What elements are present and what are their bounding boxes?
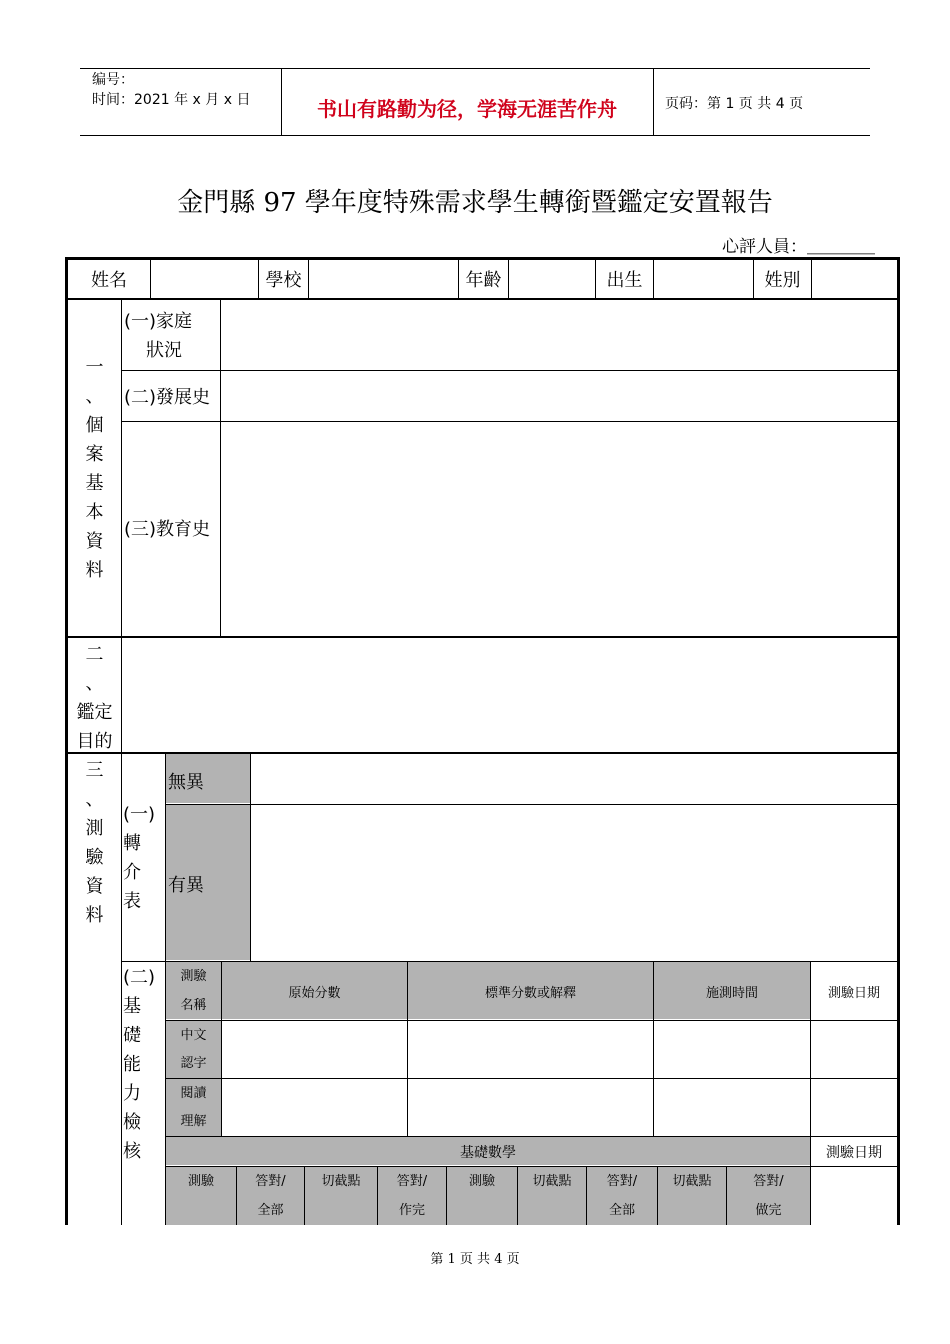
heading-char: 基: [85, 473, 104, 494]
basic-char: 檢: [123, 1112, 141, 1133]
heading-char: 本: [85, 502, 104, 523]
std-score-field[interactable]: [408, 1079, 653, 1136]
education-field[interactable]: [221, 422, 897, 636]
development-field[interactable]: [221, 371, 897, 421]
test-time-header: 施測時間: [705, 985, 758, 1001]
heading-char: 料: [85, 905, 104, 926]
row-label-line: 中文: [180, 1027, 207, 1043]
math-col-line: 答對/: [753, 1174, 784, 1189]
school-label: 學校: [265, 270, 302, 291]
education-label: (三)教育史: [124, 519, 211, 540]
heading-char: 目的: [76, 731, 113, 752]
basic-char: (二): [123, 967, 156, 988]
heading-char: 資: [85, 531, 104, 552]
referral-char: 轉: [123, 833, 141, 854]
math-test-date-field[interactable]: [811, 1167, 897, 1225]
gender-field[interactable]: [812, 260, 897, 298]
math-col-header: [305, 1167, 377, 1225]
math-col-line: 全部: [608, 1203, 635, 1218]
page-label: 页码：第 1 页 共 4 页: [665, 96, 804, 112]
page-title: 金門縣 97 學年度特殊需求學生轉銜暨鑑定安置報告: [177, 188, 773, 218]
test-time-field[interactable]: [654, 1079, 810, 1136]
header-bottom-rule: [80, 135, 870, 136]
math-col-header: [587, 1167, 657, 1225]
heading-char: 二: [85, 644, 104, 665]
heading-char: 測: [85, 818, 104, 839]
raw-score-field[interactable]: [222, 1021, 407, 1078]
referral-form-label: [123, 800, 165, 916]
page-footer: 第 1 页 共 4 页: [430, 1252, 520, 1267]
test-name-header: [166, 962, 221, 1020]
heading-char: 一: [85, 357, 104, 378]
row-label-reading: [166, 1079, 221, 1136]
has-diff-label: 有異: [168, 875, 204, 896]
header-divider: [653, 68, 654, 136]
math-col-line: 作完: [398, 1203, 425, 1218]
math-col-header: [447, 1167, 517, 1225]
row-label-line: 認字: [180, 1055, 207, 1071]
development-label: (二)發展史: [124, 387, 211, 408]
doc-code-label: 编号：: [92, 72, 134, 88]
basic-char: 核: [123, 1141, 141, 1162]
heading-char: 驗: [85, 847, 104, 868]
math-title: 基礎數學: [460, 1144, 516, 1161]
row-label-chinese: [166, 1021, 221, 1078]
has-diff-field[interactable]: [251, 805, 897, 961]
math-col-line: 切截點: [532, 1174, 572, 1189]
motto: 书山有路勤为径，学海无涯苦作舟: [317, 97, 617, 121]
math-col-header: [658, 1167, 726, 1225]
section3-heading: [68, 756, 121, 930]
math-col-line: 答對/: [606, 1174, 638, 1189]
math-col-line: 測驗: [468, 1174, 495, 1189]
referral-char: 表: [123, 891, 141, 912]
name-field[interactable]: [151, 260, 258, 298]
test-date-header: 測驗日期: [827, 985, 880, 1001]
std-score-field[interactable]: [408, 1021, 653, 1078]
test-date-field[interactable]: [811, 1021, 897, 1078]
heading-char: 鑑定: [76, 702, 113, 723]
test-time-field[interactable]: [654, 1021, 810, 1078]
referral-char: 介: [123, 862, 141, 883]
math-col-header: [518, 1167, 586, 1225]
heading-char: 、: [85, 673, 104, 694]
test-name-line: 名稱: [180, 998, 207, 1013]
age-field[interactable]: [509, 260, 595, 298]
heading-char: 料: [85, 560, 104, 581]
row-label-line: 閱讀: [180, 1085, 207, 1101]
basic-char: 能: [123, 1054, 141, 1075]
std-score-header: 標準分數或解釋: [484, 985, 576, 1001]
heading-char: 個: [85, 415, 104, 436]
section2-heading: [68, 640, 121, 756]
birth-label: 出生: [606, 270, 643, 291]
math-col-line: 測驗: [187, 1174, 214, 1189]
raw-score-field[interactable]: [222, 1079, 407, 1136]
basic-ability-label: [123, 963, 165, 1166]
math-col-line: 做完: [755, 1203, 782, 1218]
family-status-line: 狀況: [146, 340, 182, 361]
family-status-label: [124, 307, 220, 365]
doc-date-label: 时间：2021 年 x 月 x 日: [92, 92, 251, 108]
form-table: [65, 257, 900, 1225]
test-date-field[interactable]: [811, 1079, 897, 1136]
math-test-date-header: 測驗日期: [826, 1144, 882, 1161]
row-label-line: 理解: [180, 1113, 207, 1129]
math-col-header: [378, 1167, 446, 1225]
math-col-line: 切截點: [672, 1174, 712, 1189]
basic-char: 力: [123, 1083, 141, 1104]
family-status-field[interactable]: [221, 300, 897, 370]
test-name-line: 測驗: [180, 969, 207, 984]
age-label: 年齡: [465, 270, 502, 291]
section1-heading: [68, 353, 121, 585]
school-field[interactable]: [309, 260, 458, 298]
no-diff-field[interactable]: [251, 754, 897, 804]
heading-char: 三: [85, 760, 104, 781]
birth-field[interactable]: [654, 260, 753, 298]
header-top-rule: [80, 68, 870, 69]
basic-char: 基: [123, 996, 141, 1017]
math-col-line: 全部: [257, 1203, 284, 1218]
heading-char: 案: [85, 444, 104, 465]
evaluator-label: 心評人員：＿＿＿＿: [722, 237, 875, 257]
family-status-line: (一)家庭: [124, 311, 193, 332]
border: [897, 257, 900, 1225]
no-diff-label: 無異: [168, 772, 204, 793]
math-col-line: 答對/: [255, 1174, 286, 1189]
math-col-line: 切截點: [321, 1174, 361, 1189]
heading-char: 資: [85, 876, 104, 897]
heading-char: 、: [85, 386, 104, 407]
math-col-header: [166, 1167, 236, 1225]
purpose-field[interactable]: [122, 638, 897, 752]
gender-label: 姓別: [764, 270, 801, 291]
referral-char: (一): [123, 804, 156, 825]
rule: [121, 299, 122, 1225]
math-col-header: [727, 1167, 810, 1225]
name-label: 姓名: [91, 270, 127, 291]
basic-char: 礎: [123, 1025, 141, 1046]
math-col-line: 答對/: [396, 1174, 428, 1189]
raw-score-header: 原始分數: [288, 985, 341, 1001]
math-col-header: [237, 1167, 304, 1225]
heading-char: 、: [85, 789, 104, 810]
